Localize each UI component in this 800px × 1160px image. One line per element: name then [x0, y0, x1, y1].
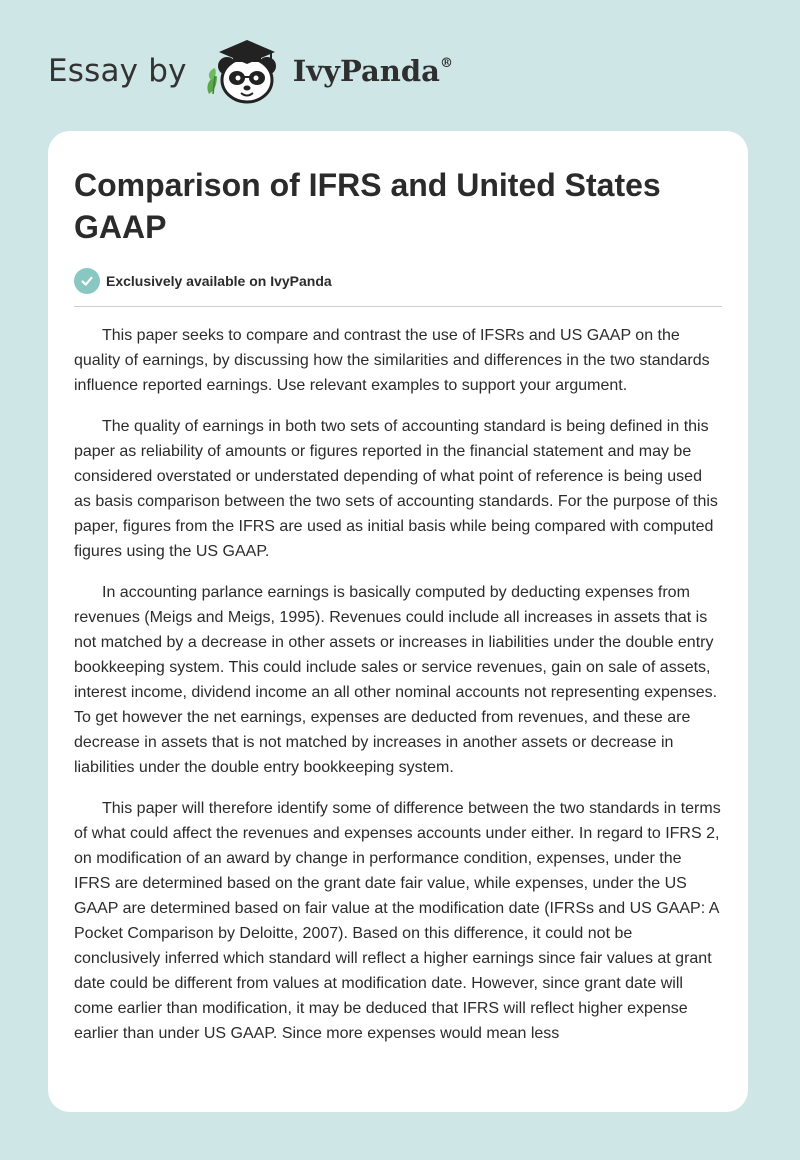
essay-body [74, 323, 722, 1046]
brand-name[interactable] [293, 54, 453, 88]
essay-by-label: Essay by [48, 53, 187, 89]
paragraph: This paper will therefore identify some of difference between the two standards in terms of what could affect the revenues and expenses accounts under either. In regard to IFRS 2, on modification of an award by change in performance condition, expenses, under the IFRS are determined based on the grant date fair value, while expenses, under the US GAAP are determined based on fair value at the modification date (IFRSs and US GAAP: A Pocket Comparison by Deloitte, 2007). Based on this difference, it could not be conclusively inferred which standard will reflect a higher earnings since fair values at grant date could be different from values at modification date. However, since grant date will come earlier than modification, it may be deduced that IFRS will reflect higher expense earlier than under US GAAP. Since more expenses would mean less [74, 800, 721, 1042]
divider [74, 306, 722, 307]
exclusive-badge [74, 268, 722, 294]
panda-graduate-icon[interactable] [201, 36, 289, 106]
paragraph: In accounting parlance earnings is basically computed by deducting expenses from revenues (Meigs and Meigs, 1995). Revenues could include all increases in assets that is not matched by a decrease in other assets or increases in liabilities under the double entry bookkeeping system. This could include sales or service revenues, gain on sale of assets, interest income, dividend income an all other nominal accounts not representing expenses. To get however the net earnings, expenses are deducted from revenues, and these are decrease in assets that is not matched by increases in another assets or decrease in liabilities under the double entry bookkeeping system. [74, 584, 718, 776]
paragraph: The quality of earnings in both two sets of accounting standard is being defined in this paper as reliability of amounts or figures reported in the financial statement and may be considered overstated or understated depending of what point of reference is being used as basis comparison between the two sets of accounting standards. For the purpose of this paper, figures from the IFRS are used as initial basis while being compared with computed figures using the US GAAP. [74, 418, 718, 560]
paragraph: This paper seeks to compare and contrast the use of IFSRs and US GAAP on the quality of earnings, by discussing how the similarities and differences in the two standards influence reported earnings. Use relevant examples to support your argument. [74, 327, 710, 394]
site-header [48, 36, 453, 106]
essay-title: Comparison of IFRS and United States GAAP [74, 167, 661, 245]
exclusive-label: Exclusively available on IvyPanda [106, 273, 332, 289]
brand-name-text: IvyPanda [292, 54, 440, 88]
essay-card [48, 131, 748, 1112]
registered-mark: ® [439, 56, 453, 71]
check-icon [74, 268, 100, 294]
